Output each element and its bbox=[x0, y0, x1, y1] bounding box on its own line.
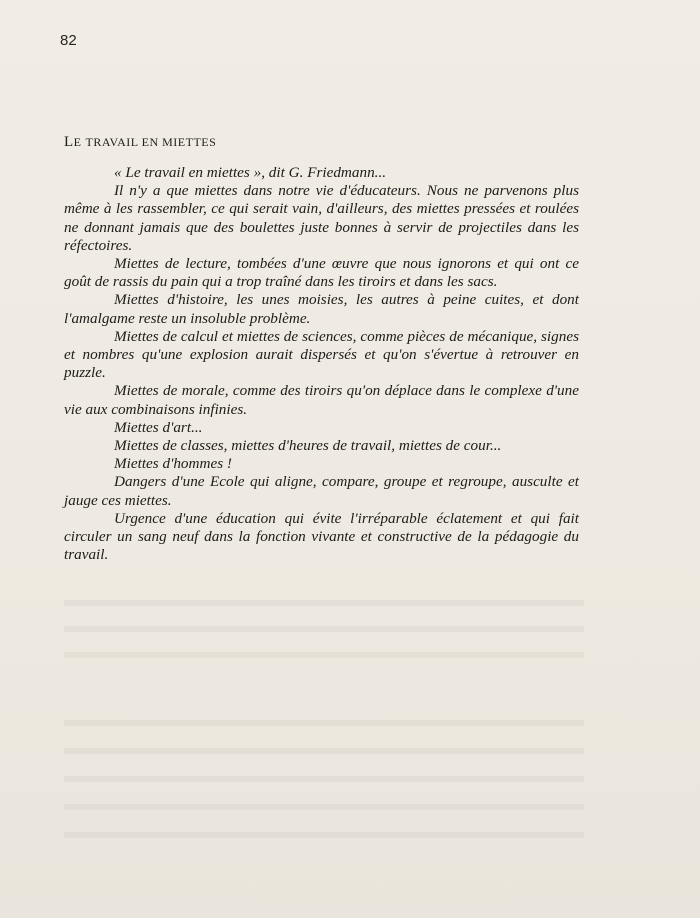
paragraph: Miettes de morale, comme des tiroirs qu'on déplace dans le complexe d'une vie aux combinaisons infinies. bbox=[64, 382, 579, 418]
title-initial: L bbox=[64, 134, 74, 150]
title-rest: TRAVAIL EN MIETTES bbox=[85, 135, 217, 149]
paragraph: Miettes de classes, miettes d'heures de travail, miettes de cour... bbox=[114, 437, 502, 455]
show-through-text bbox=[64, 626, 584, 632]
article-body bbox=[64, 164, 579, 564]
show-through-text bbox=[64, 832, 584, 838]
paragraph: Il n'y a que miettes dans notre vie d'éducateurs. Nous ne parvenons plus même à les rassembler, ce qui serait vain, d'ailleurs, des miettes pressées et roulées ne donnant jamais que des boulettes juste bonnes à servir de projectiles dans les réfectoires. bbox=[64, 182, 579, 254]
paragraph: Miettes de lecture, tombées d'une œuvre que nous ignorons et qui ont ce goût de rassis du pain qui a trop traîné dans les tiroirs et dans les sacs. bbox=[64, 255, 579, 291]
paragraph: Miettes d'hommes ! bbox=[114, 455, 232, 473]
show-through-text bbox=[64, 748, 584, 754]
paragraph: Dangers d'une Ecole qui aligne, compare, groupe et regroupe, ausculte et jauge ces miettes. bbox=[64, 473, 579, 509]
title-first-word-rest: E bbox=[73, 135, 82, 149]
paragraph: « Le travail en miettes », dit G. Friedmann... bbox=[114, 164, 387, 181]
page-number: 82 bbox=[60, 32, 77, 49]
paragraph: Miettes de calcul et miettes de sciences, comme pièces de mécanique, signes et nombres qu'une explosion aurait dispersés et qu'on s'évertue à retrouver en puzzle. bbox=[64, 327, 579, 382]
paragraph: Miettes d'histoire, les unes moisies, les autres à peine cuites, et dont l'amalgame reste un insoluble problème. bbox=[64, 291, 579, 327]
paragraph: Urgence d'une éducation qui évite l'irréparable éclatement et qui fait circuler un sang neuf dans la fonction vivante et constructive de la pédagogie du travail. bbox=[64, 509, 579, 564]
show-through-text bbox=[64, 652, 584, 658]
show-through-text bbox=[64, 804, 584, 810]
paragraph: Miettes d'art... bbox=[114, 418, 203, 436]
show-through-text bbox=[64, 720, 584, 726]
article-title bbox=[64, 134, 216, 151]
show-through-text bbox=[64, 776, 584, 782]
show-through-text bbox=[64, 600, 584, 606]
